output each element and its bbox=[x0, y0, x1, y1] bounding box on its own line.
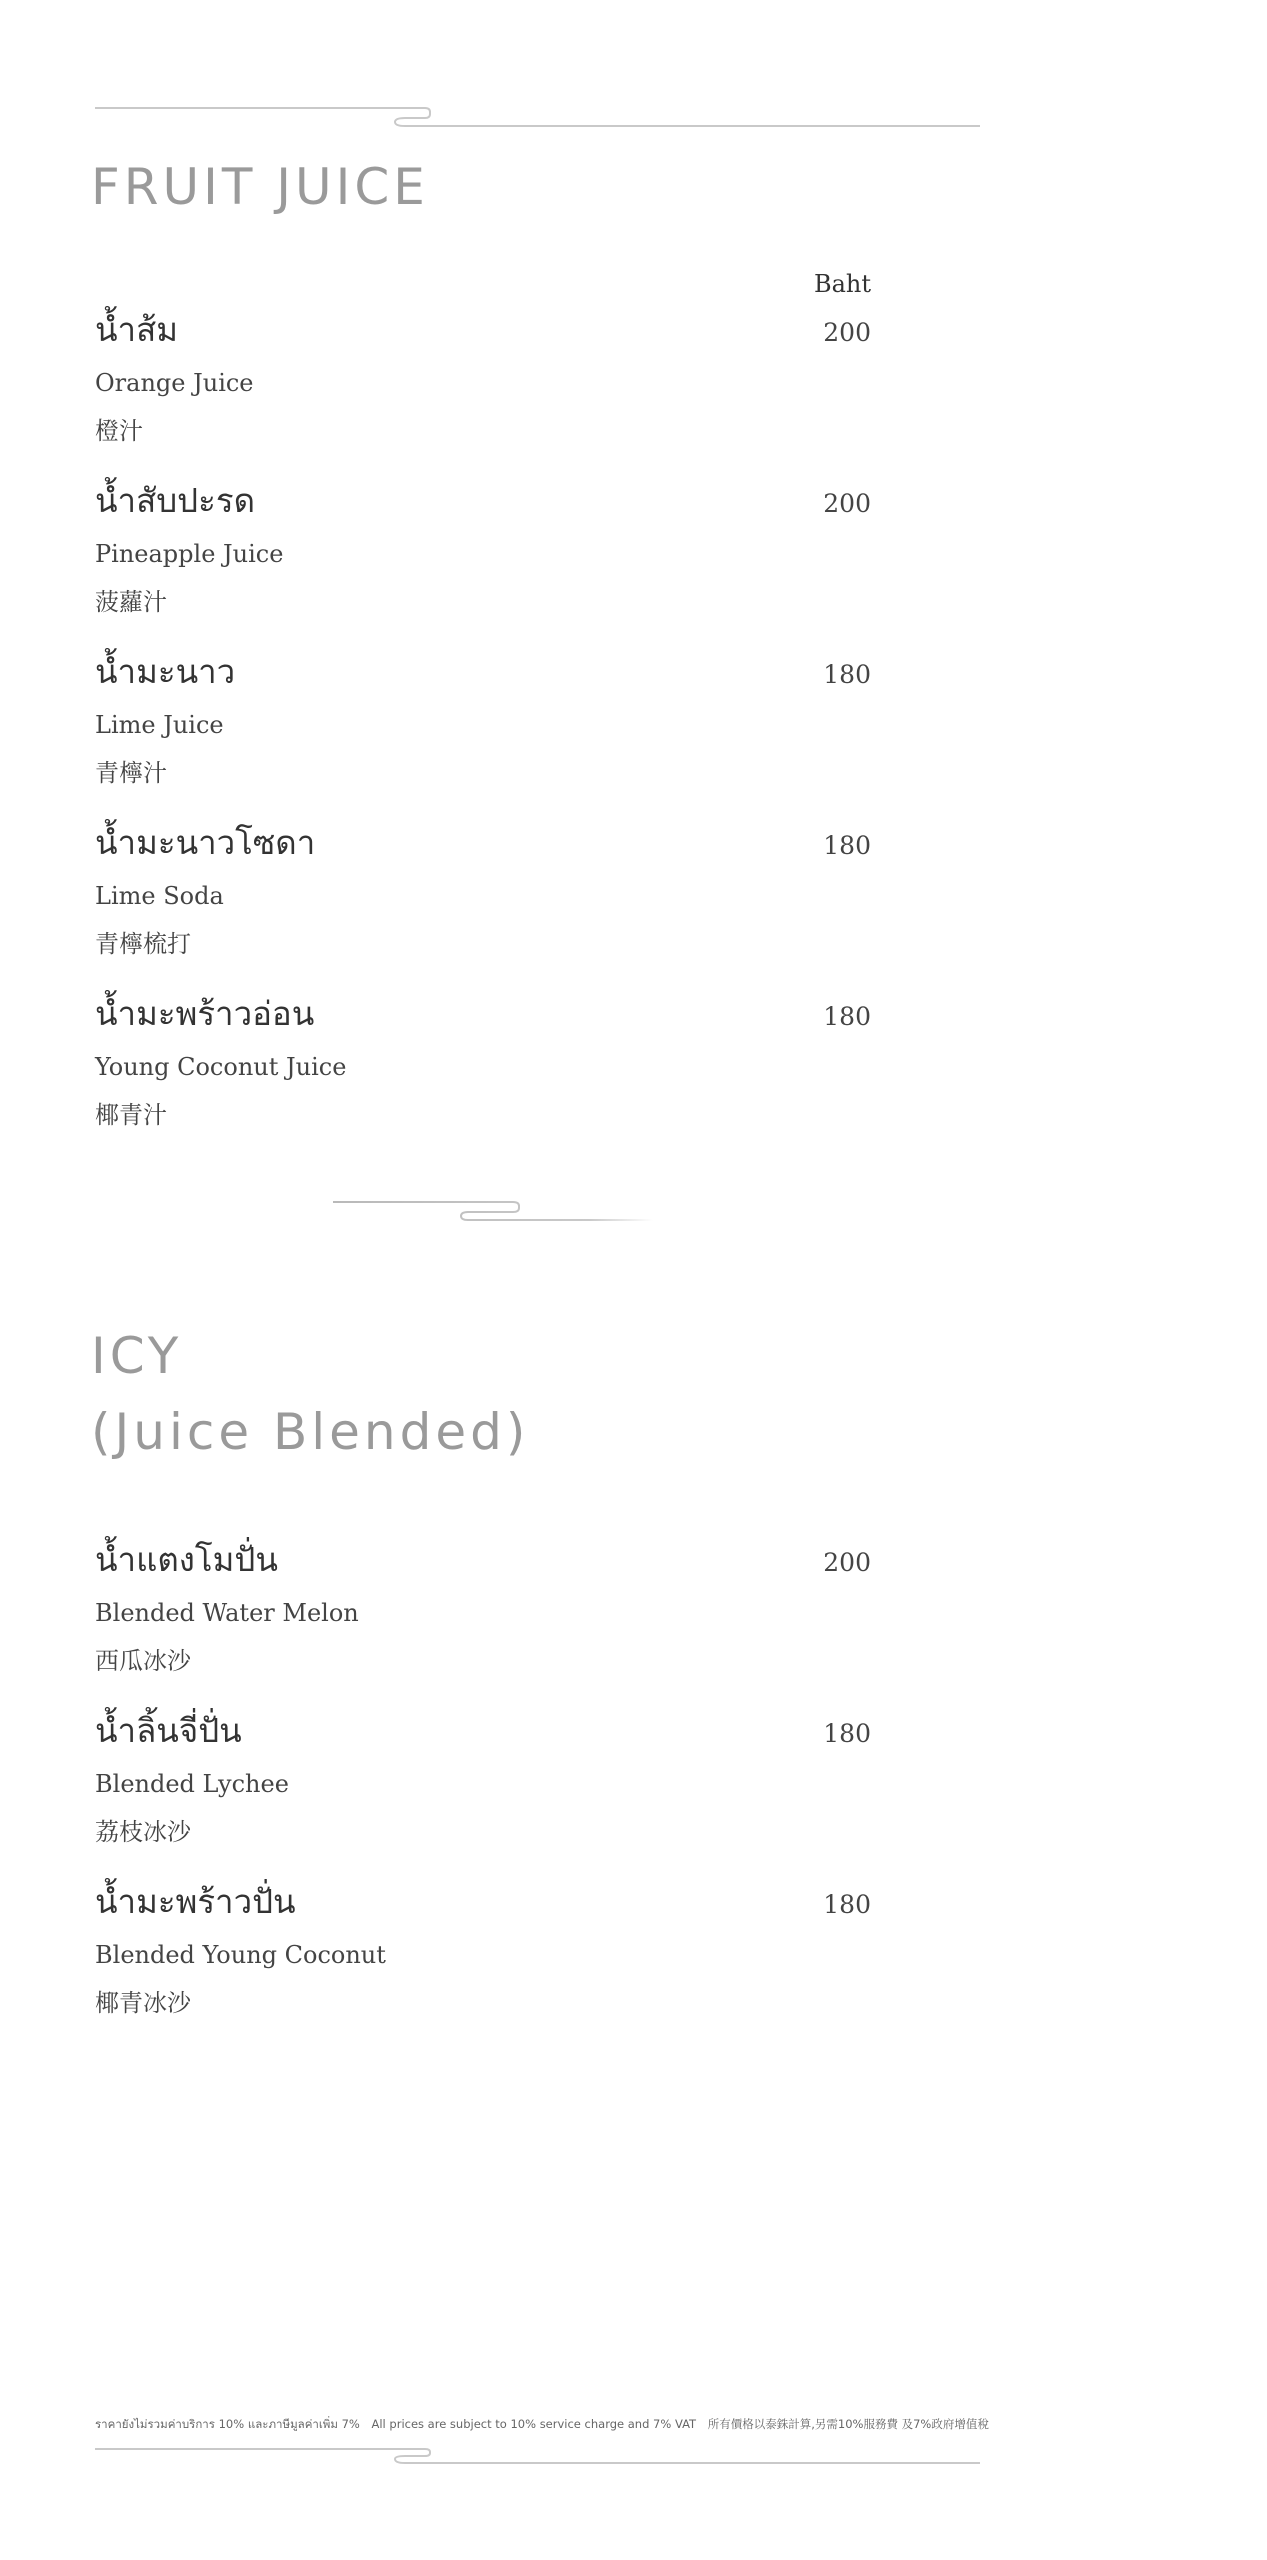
item-thai-name: น้ำมะพร้าวปั่น bbox=[95, 1882, 296, 1921]
item-thai-name: น้ำสับปะรด bbox=[95, 481, 256, 520]
item-english-name: Blended Lychee bbox=[95, 1770, 289, 1798]
menu-item-blended-water-melon bbox=[95, 1538, 871, 1709]
footer-note-chinese: 所有價格以泰銖計算,另需10%服務費 及7%政府增值稅 bbox=[707, 2417, 989, 2431]
section-title-line-1: ICY bbox=[91, 1327, 183, 1385]
item-price: 200 bbox=[823, 489, 871, 518]
bottom-divider-ornament bbox=[95, 2444, 985, 2474]
footer-note-english: All prices are subject to 10% service charge and 7% VAT bbox=[371, 2417, 697, 2431]
item-thai-name: น้ำส้ม bbox=[95, 310, 178, 349]
item-price: 180 bbox=[823, 660, 871, 689]
menu-item-orange-juice bbox=[95, 308, 871, 479]
item-thai-name: น้ำแตงโมปั่น bbox=[95, 1540, 278, 1579]
item-price: 180 bbox=[823, 1719, 871, 1748]
menu-item-young-coconut-juice bbox=[95, 992, 871, 1163]
item-thai-name: น้ำมะนาว bbox=[95, 652, 236, 691]
top-divider-ornament bbox=[95, 100, 985, 140]
item-english-name: Orange Juice bbox=[95, 369, 254, 397]
menu-item-blended-lychee bbox=[95, 1709, 871, 1880]
item-price: 180 bbox=[823, 1002, 871, 1031]
section-title-fruit-juice: FRUIT JUICE bbox=[91, 158, 429, 216]
item-chinese-name: 橙汁 bbox=[95, 417, 143, 445]
item-price: 200 bbox=[823, 1548, 871, 1577]
footer-service-charge-note bbox=[95, 2416, 995, 2434]
menu-item-pineapple-juice bbox=[95, 479, 871, 650]
fruit-juice-list bbox=[95, 308, 871, 1163]
item-english-name: Lime Soda bbox=[95, 882, 224, 910]
item-thai-name: น้ำมะนาวโซดา bbox=[95, 823, 316, 862]
item-price: 180 bbox=[823, 831, 871, 860]
item-chinese-name: 西瓜冰沙 bbox=[95, 1647, 191, 1675]
item-english-name: Blended Young Coconut bbox=[95, 1941, 386, 1969]
price-column-header: Baht bbox=[813, 270, 871, 298]
icy-blended-list bbox=[95, 1538, 871, 2051]
item-thai-name: น้ำมะพร้าวอ่อน bbox=[95, 994, 315, 1033]
item-english-name: Lime Juice bbox=[95, 711, 224, 739]
item-english-name: Blended Water Melon bbox=[95, 1599, 359, 1627]
item-chinese-name: 青檸梳打 bbox=[95, 930, 191, 958]
item-english-name: Young Coconut Juice bbox=[95, 1053, 347, 1081]
item-chinese-name: 青檸汁 bbox=[95, 759, 167, 787]
item-thai-name: น้ำลิ้นจี่ปั่น bbox=[95, 1711, 242, 1750]
item-price: 200 bbox=[823, 318, 871, 347]
item-chinese-name: 荔枝冰沙 bbox=[95, 1818, 191, 1846]
item-chinese-name: 菠蘿汁 bbox=[95, 588, 167, 616]
item-chinese-name: 椰青冰沙 bbox=[95, 1989, 191, 2017]
section-title-line-2: (Juice Blended) bbox=[91, 1403, 530, 1461]
footer-note-thai: ราคายังไม่รวมค่าบริการ 10% และภาษีมูลค่าเพิ่ม 7% bbox=[95, 2417, 360, 2431]
menu-item-blended-young-coconut bbox=[95, 1880, 871, 2051]
item-price: 180 bbox=[823, 1890, 871, 1919]
menu-item-lime-juice bbox=[95, 650, 871, 821]
menu-item-lime-soda bbox=[95, 821, 871, 992]
middle-divider-ornament bbox=[333, 1190, 663, 1230]
section-title-icy bbox=[91, 1318, 529, 1470]
item-english-name: Pineapple Juice bbox=[95, 540, 284, 568]
item-chinese-name: 椰青汁 bbox=[95, 1101, 167, 1129]
